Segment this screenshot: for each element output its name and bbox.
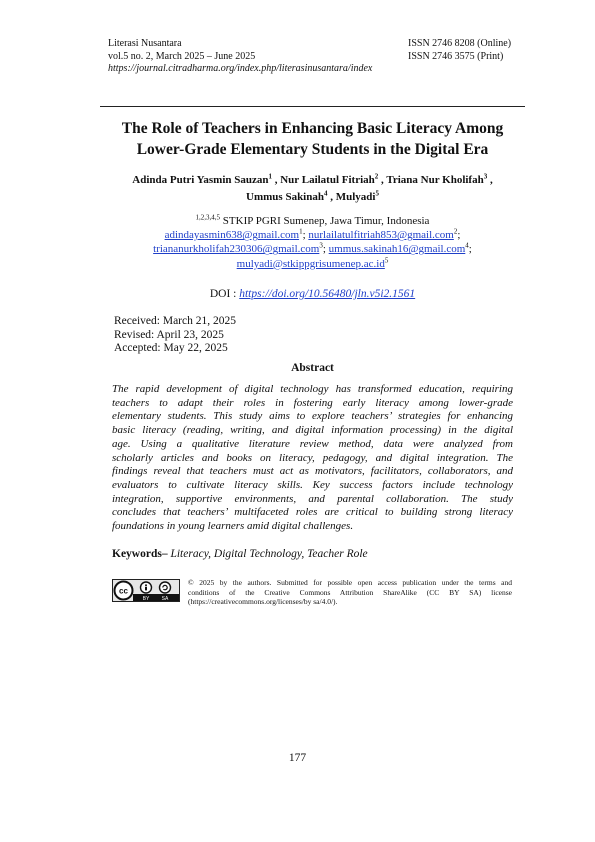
email-link[interactable]: adindayasmin638@gmail.com: [164, 229, 300, 242]
email-link[interactable]: mulyadi@stkippgrisumenep.ac.id: [236, 257, 385, 270]
abstract-line: age. Using a qualitative literature review method, data were analyzed from: [112, 437, 513, 450]
abstract-line: integration, supportive environments, and parental collaboration. The study: [112, 492, 513, 505]
keywords-label: Keywords–: [112, 548, 168, 560]
author-name: Nur Lailatul Fitriah: [280, 174, 375, 186]
license-line: (https://creativecommons.org/licenses/by sa/4.0/).: [188, 597, 338, 606]
author-list: Adinda Putri Yasmin Sauzan$^1$ , Nur Lailatul Fitriah$^2$ , Triana Nur Kholifah$^3$ , Ummus Sakinah$^4$ , Mulyadi$^5$: [132, 172, 493, 203]
abstract-line: foundations in young learners amid digital challenges.: [112, 520, 354, 533]
doi-link[interactable]: https://doi.org/10.56480/jln.v5i2.1561: [239, 288, 416, 300]
accepted-date: Accepted: May 22, 2025: [114, 342, 228, 354]
title-line-1: The Role of Teachers in Enhancing Basic Literacy Among: [121, 120, 504, 137]
author-name: Triana Nur Kholifah: [386, 174, 484, 186]
page-number: 177: [288, 752, 307, 764]
author-name: Ummus Sakinah: [246, 191, 324, 203]
author-sup: 1: [268, 172, 272, 181]
abstract-line: The rapid development of digital technology has transformed education, requiring: [112, 383, 513, 395]
affiliation: $^{1,2,3,4,5}$ STKIP PGRI Sumenep, Jawa Timur, Indonesia: [195, 213, 430, 227]
abstract-line: evaluators to cultivate literacy skills. Key success factors include technology: [112, 478, 513, 491]
author-sup: 2: [374, 172, 379, 181]
issn-block: [408, 38, 511, 63]
cc-license-icon: [113, 580, 179, 601]
affiliation-block: $^{1,2,3,4,5}$ STKIP PGRI Sumenep, Jawa Timur, Indonesia adindayasmin638@gmail.com$^1$; nurlailatulfitriah853@gmail.com$^2$; triananurkholifah230306@gmail.com$^3$; ummus.sakinah16@gmail.com$^4$; $mulyadi@stkippgrisumenep.ac.id^5$: [110, 214, 515, 271]
title-line-2: Lower-Grade Elementary Students in the Digital Era: [136, 141, 489, 158]
author-sup: 4: [323, 189, 328, 198]
journal-header: [108, 38, 372, 76]
journal-issue: vol.5 no. 2, March 2025 – June 2025: [108, 50, 256, 62]
author-name: Adinda Putri Yasmin Sauzan: [132, 174, 269, 186]
license-text: [188, 578, 512, 607]
email-link[interactable]: ummus.sakinah16@gmail.com: [328, 243, 466, 256]
revised-date: Revised: April 23, 2025: [114, 328, 224, 341]
keywords-line: [112, 548, 368, 560]
journal-url[interactable]: https://journal.citradharma.org/index.php/literasinusantara/index: [108, 63, 373, 74]
doi-line: [100, 287, 525, 301]
license-line: © 2025 by the authors. Submitted for possible open access publication under the terms and: [188, 578, 512, 587]
issn-online: ISSN 2746 8208 (Online): [408, 38, 512, 49]
svg-text:cc: cc: [119, 586, 128, 596]
author-name: Mulyadi: [335, 191, 376, 203]
issn-print: ISSN 2746 3575 (Print): [408, 50, 504, 62]
paper-title: [90, 118, 535, 160]
article-dates: [114, 315, 236, 356]
cc-by-sa-badge[interactable]: [112, 579, 180, 602]
journal-name: Literasi Nusantara: [108, 38, 182, 49]
cc-by-label: BY: [142, 596, 150, 601]
email-link[interactable]: nurlailatulfitriah853@gmail.com: [308, 229, 454, 242]
abstract-heading: Abstract: [291, 362, 334, 374]
author-sup: 3: [483, 172, 488, 181]
abstract-line: basic literacy (reading, writing, and digital information processing) in the digital: [112, 424, 513, 437]
abstract-line: scholarly articles and books on literacy, pedagogy, and digital integration. The: [112, 451, 513, 464]
author-sup: 5: [375, 189, 379, 198]
cc-sa-label: SA: [161, 596, 169, 601]
received-date: Received: March 21, 2025: [114, 315, 236, 327]
doi-label: DOI :: [209, 288, 240, 300]
keywords-value: Literacy, Digital Technology, Teacher Role: [167, 548, 368, 560]
email-link[interactable]: triananurkholifah230306@gmail.com: [153, 243, 320, 256]
abstract-line: concludes that teachers’ multifaceted roles are critical to building strong literacy: [112, 506, 513, 519]
abstract-body: [112, 383, 513, 534]
header-divider: [100, 106, 525, 107]
abstract-line: elementary students. This study aims to explore teachers’ strategies for enhancing: [112, 410, 513, 423]
license-line: conditions of the Creative Commons Attribution ShareAlike (CC BY SA) license: [188, 587, 512, 597]
abstract-line: findings reveal that teachers must act as motivators, facilitators, collaborators, and: [112, 465, 513, 478]
abstract-line: teachers to adapt their roles in fostering early literacy among lower-grade: [112, 396, 513, 409]
